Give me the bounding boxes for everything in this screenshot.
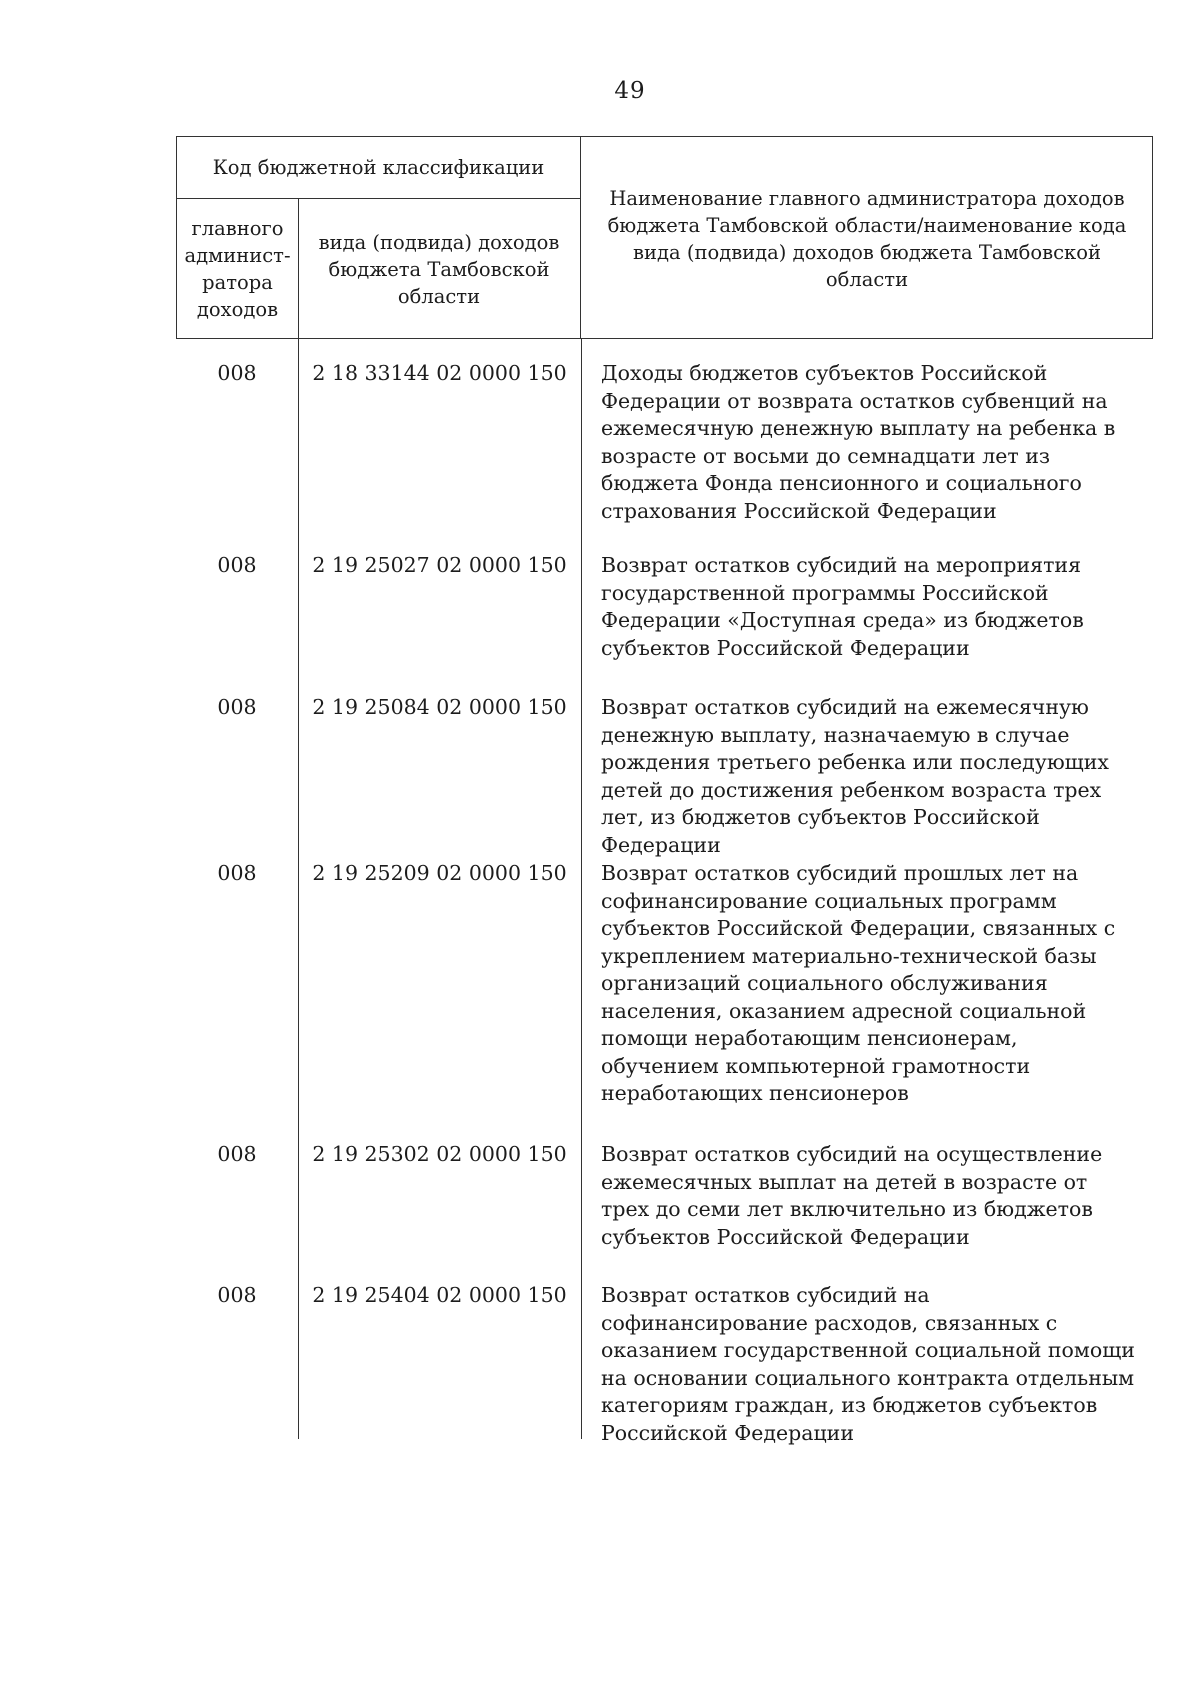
header-admin-label: главного админист-ратора доходов [184, 217, 291, 321]
page-number: 49 [614, 78, 646, 104]
row-admin-code: 008 [217, 361, 257, 385]
row-admin-code: 008 [217, 553, 257, 577]
column-divider-1 [298, 339, 299, 1439]
row-revenue-code: 2 19 25209 02 0000 150 [312, 861, 567, 885]
column-divider-2 [581, 339, 582, 1439]
row-revenue-code: 2 19 25027 02 0000 150 [312, 553, 567, 577]
row-revenue-name: Возврат остатков субсидий на мероприятия государственной программы Российской Федерации «Доступная среда» из бюджетов субъектов Российской Федерации [601, 553, 1084, 660]
row-revenue-code: 2 19 25404 02 0000 150 [312, 1283, 567, 1307]
row-revenue-name: Доходы бюджетов субъектов Российской Федерации от возврата остатков субвенций на ежемесячную денежную выплату на ребенка в возрасте от восьми до семнадцати лет из бюджета Фонда пенсионного и социального страхования Российской Федерации [601, 361, 1116, 523]
header-group-label: Код бюджетной классификации [212, 156, 545, 179]
row-admin-code: 008 [217, 695, 257, 719]
row-revenue-name: Возврат остатков субсидий на ежемесячную денежную выплату, назначаемую в случае рождения третьего ребенка или последующих детей до достижения ребенком возраста трех лет, из бюджетов субъектов Российской Федерации [601, 695, 1109, 857]
row-admin-code: 008 [217, 1283, 257, 1307]
row-revenue-name: Возврат остатков субсидий на софинансирование расходов, связанных с оказанием государственной социальной помощи на основании социального контракта отдельным категориям граждан, из бюджетов субъектов Российской Федерации [601, 1283, 1135, 1445]
row-admin-code: 008 [217, 861, 257, 885]
header-name-label: Наименование главного администратора доходов бюджета Тамбовской области/наименование кода вида (подвида) доходов бюджета Тамбовской области [607, 186, 1127, 291]
row-revenue-code: 2 18 33144 02 0000 150 [312, 361, 567, 385]
header-code-label: вида (подвида) доходов бюджета Тамбовской области [318, 230, 560, 308]
row-revenue-name: Возврат остатков субсидий прошлых лет на софинансирование социальных программ субъектов Российской Федерации, связанных с укреплением материально-технической базы организаций социального обслуживания населения, оказанием адресной социальной помощи неработающим пенсионерам, обучением компьютерной грамотности неработающих пенсионеров [601, 861, 1116, 1105]
row-revenue-name: Возврат остатков субсидий на осуществление ежемесячных выплат на детей в возрасте от трех до семи лет включительно из бюджетов субъектов Российской Федерации [601, 1142, 1103, 1249]
row-revenue-code: 2 19 25084 02 0000 150 [312, 695, 567, 719]
row-revenue-code: 2 19 25302 02 0000 150 [312, 1142, 567, 1166]
row-admin-code: 008 [217, 1142, 257, 1166]
table-header [176, 136, 1153, 339]
